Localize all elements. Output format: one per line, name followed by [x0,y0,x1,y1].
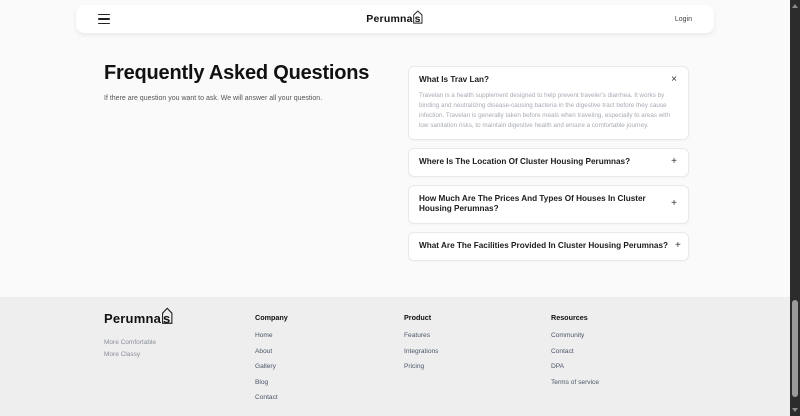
login-button[interactable]: Login [671,14,696,25]
footer-link-home[interactable]: Home [255,332,273,339]
footer-tagline-line1: More Comfortable [104,339,157,346]
footer-logo-text: Perumna [104,311,162,326]
footer-tagline [104,337,156,362]
footer-column-heading: Company [255,313,288,322]
footer-link-features[interactable]: Features [404,332,431,339]
faq-item-location[interactable] [408,148,689,177]
footer [0,297,790,416]
close-icon[interactable]: × [671,74,677,86]
footer-column-heading: Resources [551,313,588,322]
footer-logo-house [161,311,173,326]
scrollbar-down-button[interactable] [790,405,800,415]
faq-item-header [419,75,678,86]
footer-column-heading: Product [404,313,432,322]
footer-link-integrations[interactable]: Integrations [404,347,439,355]
brand-logo-text: Perumna [366,13,413,25]
hamburger-icon [98,14,110,15]
footer-link-gallery[interactable]: Gallery [255,363,276,371]
top-navbar [76,5,714,33]
faq-item-prices[interactable] [408,185,689,224]
faq-question: How Much Are The Prices And Types Of Houses In Cluster Housing Perumnas? [419,193,646,214]
brand-logo-letter: s [414,13,421,25]
plus-icon[interactable]: + [675,240,681,252]
brand-logo[interactable] [366,13,423,25]
footer-link-blog[interactable]: Blog [255,378,269,386]
scrollbar-thumb[interactable] [792,300,798,397]
plus-icon[interactable]: + [671,156,677,168]
faq-item-header [419,157,678,168]
page-subtitle: If there are question you want to ask. We will answer all your question. [104,95,323,102]
faq-answer: Travelan is a health supplement designed to help prevent traveler's diarrhea. It works by binding and neutralizing disease-causing bacteria in the digestive tract before they cause infection. Travelan is generally taken before meals when traveling, especially to areas with low sanitation risks, to maintain digestive health and ensure a comfortable journey. [419,91,670,129]
footer-logo [104,311,173,326]
faq-list [408,66,689,261]
footer-column-product [404,313,438,379]
footer-link-terms[interactable]: Terms of service [551,378,599,386]
footer-column-resources [551,313,599,394]
footer-link-pricing[interactable]: Pricing [404,363,425,371]
faq-question: What Are The Facilities Provided In Cluster Housing Perumnas? [419,240,669,250]
footer-link-contact[interactable]: Contact [255,394,278,402]
faq-question: Where Is The Location Of Cluster Housing Perumnas? [419,156,631,166]
footer-link-community[interactable]: Community [551,332,585,339]
plus-icon[interactable]: + [671,198,677,210]
footer-link-dpa[interactable]: DPA [551,363,565,371]
footer-column-company [255,313,288,410]
faq-intro [104,62,404,102]
brand-logo-house [413,13,424,25]
footer-tagline-line2: More Classy [104,351,141,359]
footer-link-about[interactable]: About [255,347,273,355]
scrollbar-up-button[interactable] [790,1,800,11]
faq-item-header [419,240,681,252]
faq-item-travlan[interactable] [408,66,689,140]
footer-link-contact[interactable]: Contact [551,347,574,355]
page-title: Frequently Asked Questions [104,62,370,84]
footer-logo-letter: s [163,311,171,326]
hamburger-icon [98,18,110,19]
arrow-up-icon [792,4,798,8]
scrollbar[interactable] [790,0,800,416]
arrow-down-icon [792,408,798,412]
hamburger-icon [98,23,110,24]
faq-question: What Is Trav Lan? [419,75,490,84]
faq-item-facilities[interactable] [408,232,689,261]
hamburger-menu-button[interactable] [98,14,112,24]
faq-item-header [419,194,678,215]
